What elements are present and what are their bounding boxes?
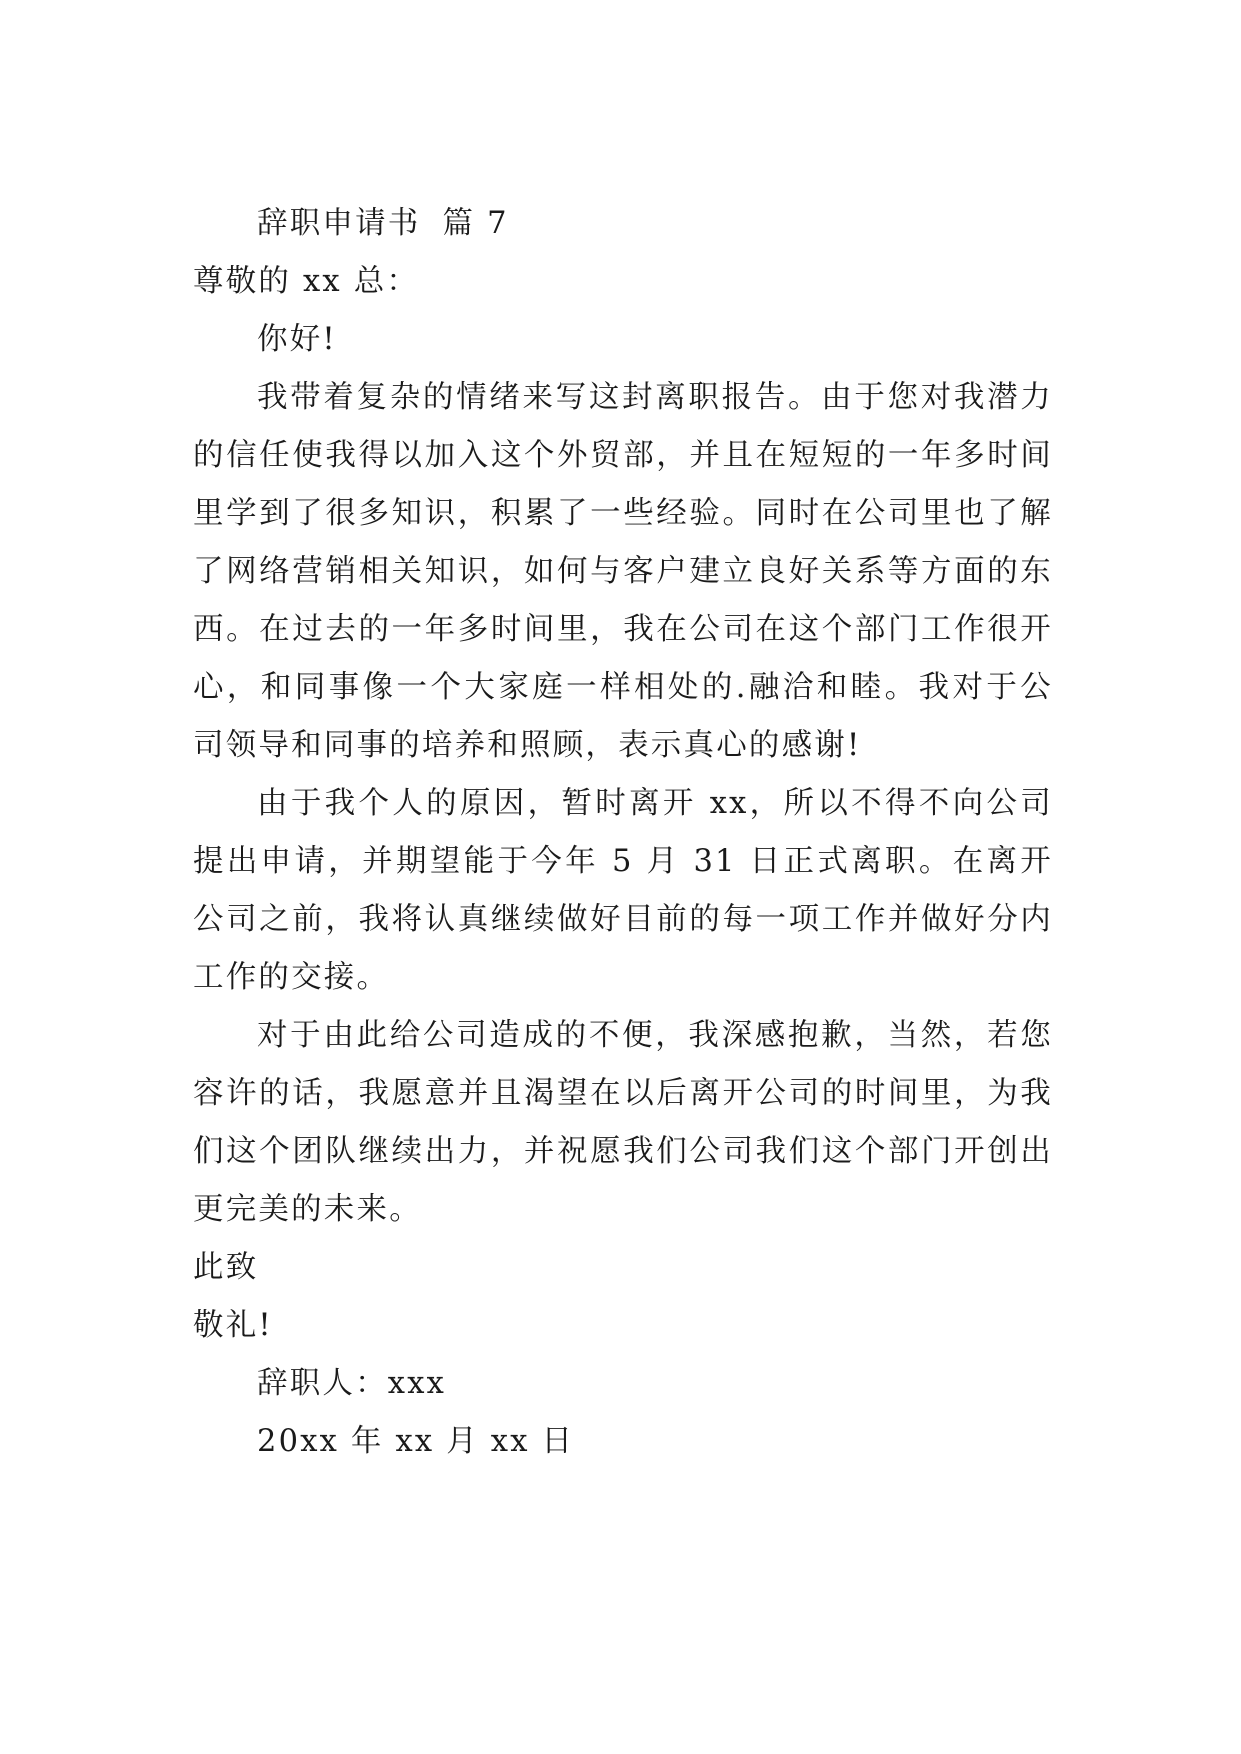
title-text: 辞职申请书 [257,206,421,241]
date: 20xx 年 xx 月 xx 日 [257,1424,575,1459]
resignation-letter [193,195,1053,1471]
paragraph-3: 对于由此给公司造成的不便，我深感抱歉，当然，若您容许的话，我愿意并且渴望在以后离开公司的时间里，为我们这个团队继续出力，并祝愿我们公司我们这个部门开创出更完美的未来。 [193,1018,1053,1227]
salutation: 尊敬的 xx 总： [193,264,420,299]
greeting: 你好! [257,322,337,357]
title-suffix: 篇 7 [442,206,509,241]
signature: 辞职人：xxx [257,1366,447,1401]
paragraph-1: 我带着复杂的情绪来写这封离职报告。由于您对我潜力的信任使我得以加入这个外贸部，并且在短短的一年多时间里学到了很多知识，积累了一些经验。同时在公司里也了解了网络营销相关知识，如何与客户建立良好关系等方面的东西。在过去的一年多时间里，我在公司在这个部门工作很开心，和同事像一个大家庭一样相处的.融洽和睦。我对于公司领导和同事的培养和照顾，表示真心的感谢! [193,380,1053,763]
document-title [193,195,1053,253]
paragraph-2: 由于我个人的原因，暂时离开 xx，所以不得不向公司提出申请，并期望能于今年 5 月 31 日正式离职。在离开公司之前，我将认真继续做好目前的每一项工作并做好分内工作的交接。 [193,786,1053,995]
closing-line-2: 敬礼! [193,1308,273,1343]
closing-line-1: 此致 [193,1250,259,1285]
